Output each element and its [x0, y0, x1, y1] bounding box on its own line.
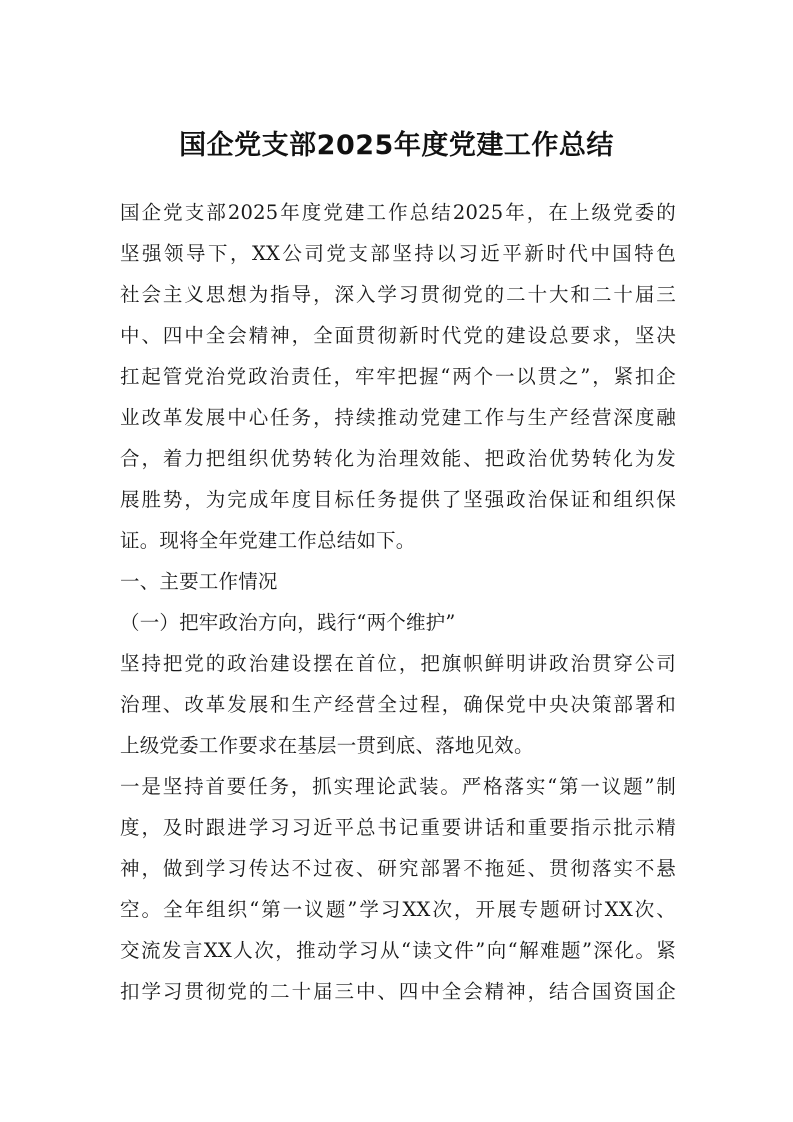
- body-line: 神，做到学习传达不过夜、研究部署不拖延、贯彻落实不悬: [120, 857, 676, 880]
- body-line: 空。全年组织“第一议题”学习XX次，开展专题研讨XX次、: [120, 898, 676, 921]
- body-line: 中、四中全会精神，全面贯彻新时代党的建设总要求，坚决: [120, 324, 676, 347]
- document-title: 国企党支部2025年度党建工作总结: [179, 130, 614, 161]
- body-line: 扣学习贯彻党的二十届三中、四中全会精神，结合国资国企: [120, 980, 676, 1003]
- body-line: 展胜势，为完成年度目标任务提供了坚强政治保证和组织保: [120, 488, 676, 511]
- body-line: 坚持把党的政治建设摆在首位，把旗帜鲜明讲政治贯穿公司: [120, 652, 676, 675]
- body-line: 上级党委工作要求在基层一贯到底、落地见效。: [120, 734, 534, 757]
- body-line: 国企党支部2025年度党建工作总结2025年，在上级党委的: [120, 201, 676, 224]
- body-line: 合，着力把组织优势转化为治理效能、把政治优势转化为发: [120, 447, 676, 470]
- body-line: 交流发言XX人次，推动学习从“读文件”向“解难题”深化。紧: [120, 939, 676, 962]
- body-line: 证。现将全年党建工作总结如下。: [120, 529, 416, 552]
- body-line: 一、主要工作情况: [120, 570, 278, 593]
- body-line: 业改革发展中心任务，持续推动党建工作与生产经营深度融: [120, 406, 676, 429]
- body-line: 社会主义思想为指导，深入学习贯彻党的二十大和二十届三: [120, 283, 676, 306]
- document-body: [120, 192, 676, 1012]
- body-line: 一是坚持首要任务，抓实理论武装。严格落实“第一议题”制: [120, 775, 676, 798]
- body-line: 扛起管党治党政治责任，牢牢把握“两个一以贯之”，紧扣企: [120, 365, 676, 388]
- body-line: 治理、改革发展和生产经营全过程，确保党中央决策部署和: [120, 693, 676, 716]
- body-line: 坚强领导下，XX公司党支部坚持以习近平新时代中国特色: [120, 242, 676, 265]
- body-line: （一）把牢政治方向，践行“两个维护”: [120, 611, 456, 634]
- body-line: 度，及时跟进学习习近平总书记重要讲话和重要指示批示精: [120, 816, 676, 839]
